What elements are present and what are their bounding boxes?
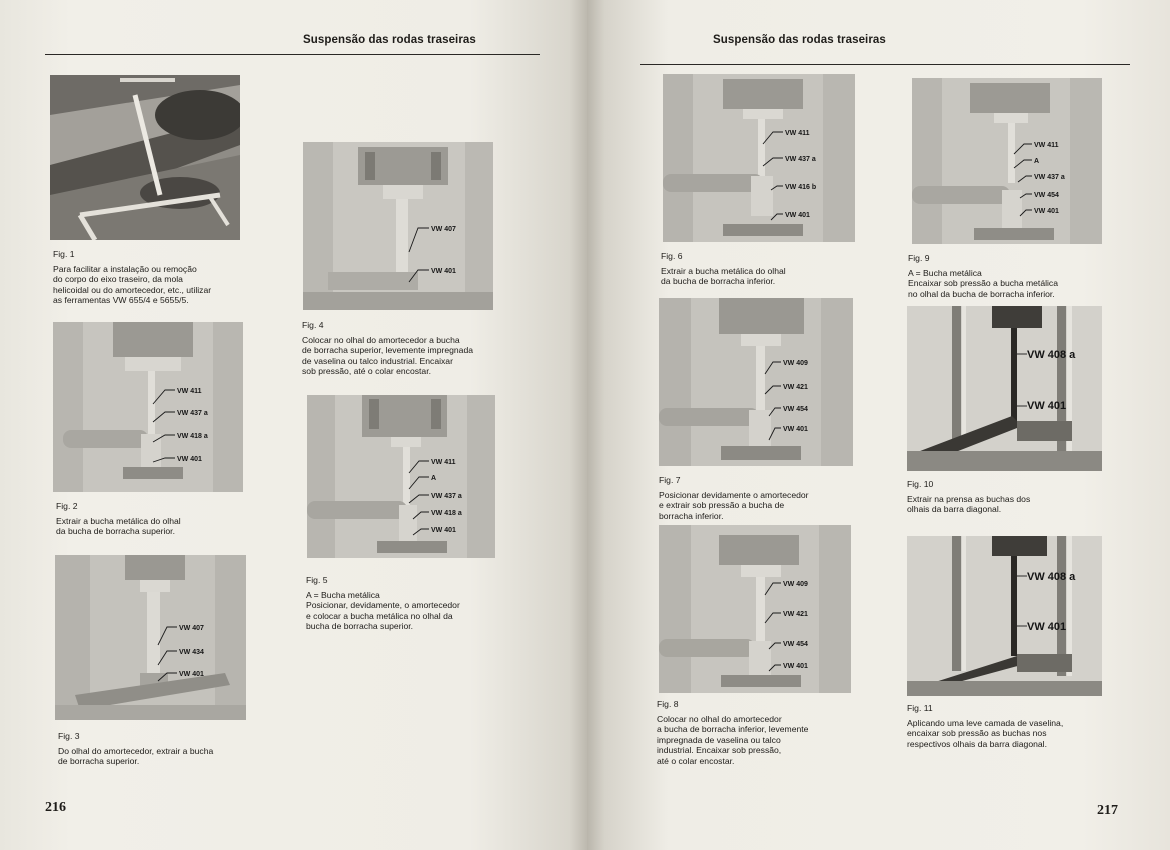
tool-label: VW 401 (1034, 208, 1059, 215)
tool-label: VW 401 (783, 426, 808, 433)
tool-label: VW 409 (783, 581, 808, 588)
tool-label: VW 401 (1027, 621, 1067, 633)
figure-2-caption (56, 501, 181, 537)
figure-label: Fig. 2 (56, 501, 78, 511)
tool-label: VW 437 a (177, 410, 208, 417)
tool-label: A (1034, 158, 1040, 165)
figure-1-photo (50, 75, 240, 240)
figure-label: Fig. 8 (657, 699, 679, 709)
caption-line: Aplicando uma leve camada de vaselina, (907, 717, 1064, 728)
tool-label: VW 437 a (431, 493, 462, 500)
tool-label: VW 418 a (431, 510, 462, 517)
caption-line: respectivos olhais da barra diagonal. (907, 738, 1047, 749)
caption-line: da bucha de borracha inferior. (661, 276, 776, 287)
tool-label: VW 401 (431, 527, 456, 534)
header-rule (45, 54, 540, 55)
figure-label: Fig. 1 (53, 249, 75, 259)
figure-4-photo (303, 142, 493, 310)
figure-7-caption (659, 475, 809, 521)
tool-label: VW 454 (783, 406, 808, 413)
figure-11-photo (907, 536, 1102, 696)
figure-7-photo (659, 298, 853, 466)
tool-label: VW 437 a (785, 156, 816, 163)
caption-line: de vaselina ou talco industrial. Encaixar (302, 355, 453, 366)
tool-label: VW 418 a (177, 433, 208, 440)
tool-label: VW 401 (785, 212, 810, 219)
tool-label: VW 407 (179, 625, 204, 632)
figure-label: Fig. 4 (302, 320, 324, 330)
figure-11-caption (907, 703, 1063, 749)
figure-5-photo (307, 395, 495, 558)
tool-label: VW 401 (179, 671, 204, 678)
figure-10-photo (907, 306, 1102, 471)
caption-line: Extrair a bucha metálica do olhal (661, 265, 786, 276)
caption-line: de borracha superior. (58, 756, 140, 767)
figure-label: Fig. 6 (661, 251, 683, 261)
tool-label: VW 409 (783, 360, 808, 367)
figure-4-caption (302, 320, 473, 377)
caption-line: Para facilitar a instalação ou remoção (53, 263, 197, 274)
caption-line: no olhal da bucha de borracha inferior. (908, 288, 1055, 299)
tool-label: VW 434 (179, 649, 204, 656)
figure-6-caption (661, 251, 786, 287)
caption-line: borracha inferior. (659, 510, 724, 521)
tool-label: VW 408 a (1027, 349, 1076, 361)
caption-line: sob pressão, até o colar encostar. (302, 366, 431, 377)
figure-5-caption (306, 575, 460, 632)
page-header: Suspensão das rodas traseiras (303, 34, 476, 46)
figure-label: Fig. 10 (907, 479, 934, 489)
page-header: Suspensão das rodas traseiras (713, 34, 886, 46)
figure-3-caption (58, 731, 213, 767)
figure-label: Fig. 5 (306, 575, 328, 585)
caption-line: Posicionar devidamente o amortecedor (659, 489, 809, 500)
caption-line: Posicionar, devidamente, o amortecedor (306, 600, 460, 611)
figure-10-caption (907, 479, 1030, 515)
figure-label: Fig. 7 (659, 475, 681, 485)
tool-label: VW 407 (431, 226, 456, 233)
figure-3-photo (55, 555, 246, 720)
figure-8-photo (659, 525, 851, 693)
tool-label: VW 401 (783, 663, 808, 670)
tool-label: VW 411 (1034, 142, 1059, 149)
figure-1-caption (53, 249, 211, 306)
caption-line: Extrair a bucha metálica do olhal (56, 515, 181, 526)
caption-line: e extrair sob pressão a bucha de (659, 500, 785, 511)
tool-label: VW 416 b (785, 184, 817, 191)
tool-label: VW 421 (783, 384, 808, 391)
caption-line: e colocar a bucha metálica no olhal da (306, 610, 453, 621)
tool-label: VW 411 (785, 130, 810, 137)
figure-9-caption (908, 253, 1058, 299)
figure-label: Fig. 9 (908, 253, 930, 263)
caption-line: bucha de borracha superior. (306, 621, 414, 632)
tool-label: VW 408 a (1027, 571, 1076, 583)
caption-line: impregnada de vaselina ou talco (657, 734, 781, 745)
caption-line: A = Bucha metálica (306, 589, 380, 600)
caption-line: industrial. Encaixar sob pressão, (657, 745, 782, 756)
page-number: 217 (1097, 803, 1118, 818)
tool-label: VW 411 (431, 459, 456, 466)
tool-label: VW 401 (431, 268, 456, 275)
caption-line: Colocar no olhal do amortecedor a bucha (302, 334, 460, 345)
caption-line: Encaixar sob pressão a bucha metálica (908, 278, 1058, 289)
caption-line: as ferramentas VW 655/4 e 5655/5. (53, 295, 189, 306)
header-rule (640, 64, 1130, 65)
page-number: 216 (45, 800, 66, 815)
caption-line: Colocar no olhal do amortecedor (657, 713, 782, 724)
figure-2-photo (53, 322, 243, 492)
caption-line: do corpo do eixo traseiro, da mola (53, 274, 183, 285)
tool-label: VW 454 (1034, 192, 1059, 199)
figure-6-photo (663, 74, 855, 242)
tool-label: A (431, 475, 437, 482)
caption-line: helicoidal ou do amortecedor, etc., utilizar (53, 284, 212, 295)
caption-line: olhais da barra diagonal. (907, 504, 1002, 515)
caption-line: de borracha superior, levemente impregnada (302, 345, 474, 356)
caption-line: A = Bucha metálica (908, 267, 982, 278)
tool-label: VW 411 (177, 388, 202, 395)
caption-line: até o colar encostar. (657, 755, 735, 766)
caption-line: da bucha de borracha superior. (56, 526, 175, 537)
page-217 (587, 0, 1170, 850)
caption-line: encaixar sob pressão as buchas nos (907, 728, 1047, 739)
tool-label: VW 421 (783, 611, 808, 618)
figure-label: Fig. 3 (58, 731, 80, 741)
caption-line: Extrair na prensa as buchas dos (907, 493, 1031, 504)
caption-line: a bucha de borracha inferior, levemente (657, 724, 809, 735)
caption-line: Do olhal do amortecedor, extrair a bucha (58, 745, 214, 756)
tool-label: VW 401 (177, 456, 202, 463)
figure-label: Fig. 11 (907, 703, 933, 713)
tool-label: VW 454 (783, 641, 808, 648)
tool-label: VW 437 a (1034, 174, 1065, 181)
figure-9-photo (912, 78, 1102, 244)
figure-8-caption (657, 699, 808, 767)
tool-label: VW 401 (1027, 400, 1067, 412)
